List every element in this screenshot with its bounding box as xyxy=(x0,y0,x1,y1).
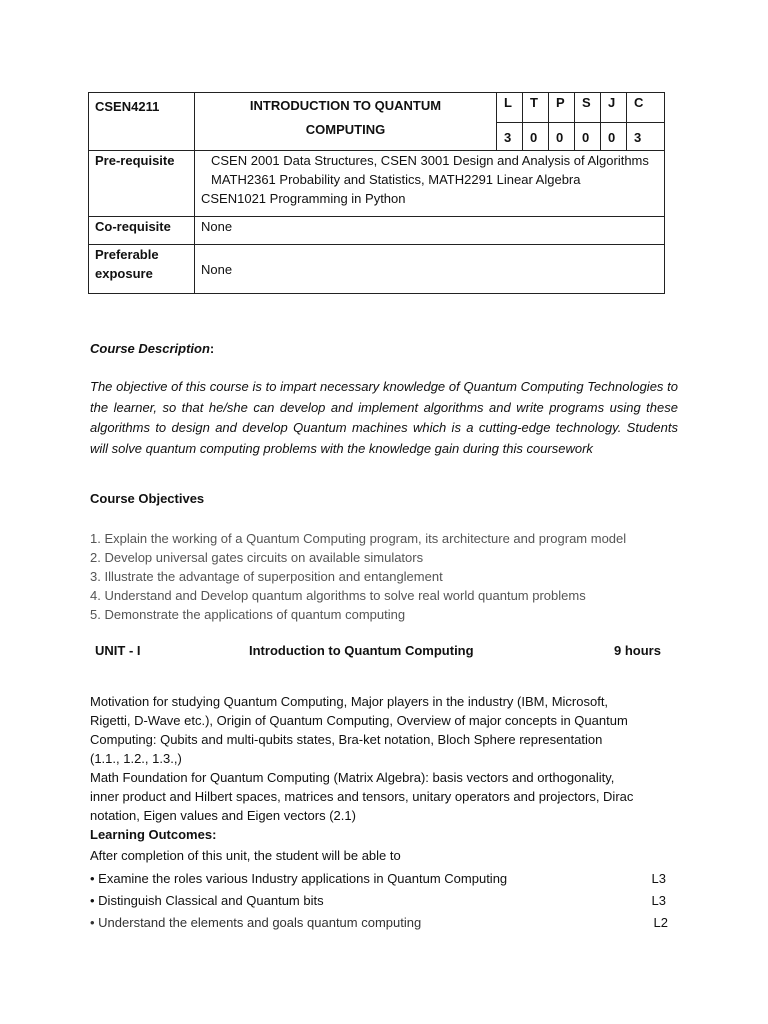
objective-item: 3. Illustrate the advantage of superposition and entanglement xyxy=(90,569,443,584)
course-description-text: The objective of this course is to impart necessary knowledge of Quantum Computing Technologies to the learner, so that he/she can develop and implement algorithms and write programs using these algorithms to design and develop Quantum machines which is a cutting-edge technology. Students will solve quantum computing problems with the knowledge gain during this coursework xyxy=(90,379,678,456)
prerequisite-value xyxy=(195,151,665,217)
ltpsjc-value-t: 0 xyxy=(523,123,549,151)
ltpsjc-header-t: T xyxy=(523,93,549,123)
unit-para1-line: Rigetti, D-Wave etc.), Origin of Quantum Computing, Overview of major concepts in Quantum xyxy=(90,713,628,728)
ltpsjc-value-p: 0 xyxy=(549,123,575,151)
objective-item: 2. Develop universal gates circuits on available simulators xyxy=(90,550,424,565)
prerequisite-line-1: CSEN 2001 Data Structures, CSEN 3001 Design and Analysis of Algorithms xyxy=(211,153,649,168)
preferable-label-line2: exposure xyxy=(95,266,153,281)
ltpsjc-header-s: S xyxy=(575,93,601,123)
outcome-level: L3 xyxy=(651,893,666,908)
unit-para1-line: (1.1., 1.2., 1.3.,) xyxy=(90,751,182,766)
unit-para1-line: Computing: Qubits and multi-qubits states, Bra-ket notation, Bloch Sphere representation xyxy=(90,732,603,747)
objective-item: 1. Explain the working of a Quantum Computing program, its architecture and program model xyxy=(90,531,627,546)
unit-para2-line: Math Foundation for Quantum Computing (Matrix Algebra): basis vectors and orthogonality, xyxy=(90,770,615,785)
ltpsjc-value-c: 3 xyxy=(627,123,665,151)
course-title-line2: COMPUTING xyxy=(305,122,386,137)
corequisite-label: Co-requisite xyxy=(89,217,195,245)
prerequisite-line-2: MATH2361 Probability and Statistics, MATH2291 Linear Algebra xyxy=(211,172,581,187)
ltpsjc-header-l: L xyxy=(497,93,523,123)
unit-title: Introduction to Quantum Computing xyxy=(249,643,474,658)
preferable-exposure-value: None xyxy=(195,245,665,294)
learning-outcome-row xyxy=(90,912,668,934)
outcome-text: • Examine the roles various Industry applications in Quantum Computing xyxy=(90,871,508,886)
ltpsjc-value-s: 0 xyxy=(575,123,601,151)
outcome-level: L2 xyxy=(653,915,668,930)
objective-item: 4. Understand and Develop quantum algorithms to solve real world quantum problems xyxy=(90,588,586,603)
unit-label: UNIT - I xyxy=(95,643,141,658)
course-title-line1: INTRODUCTION TO QUANTUM xyxy=(249,98,442,113)
unit-para2-line: inner product and Hilbert spaces, matrices and tensors, unitary operators and projectors, Dirac xyxy=(90,789,634,804)
unit-para2-line: notation, Eigen values and Eigen vectors (2.1) xyxy=(90,808,356,823)
ltpsjc-value-l: 3 xyxy=(497,123,523,151)
corequisite-value: None xyxy=(195,217,665,245)
outcome-text: • Understand the elements and goals quantum computing xyxy=(90,915,422,930)
ltpsjc-value-j: 0 xyxy=(601,123,627,151)
learning-outcome-row xyxy=(90,868,668,890)
unit-para1-line: Motivation for studying Quantum Computing, Major players in the industry (IBM, Microsoft, xyxy=(90,694,609,709)
course-objectives-list xyxy=(90,529,690,624)
course-description-heading-text: Course Description xyxy=(90,341,210,356)
prerequisite-line-3: CSEN1021 Programming in Python xyxy=(201,191,406,206)
course-objectives-heading: Course Objectives xyxy=(90,491,205,506)
ltpsjc-header-c: C xyxy=(627,93,665,123)
outcome-text: • Distinguish Classical and Quantum bits xyxy=(90,893,324,908)
learning-outcomes-list xyxy=(90,868,668,934)
preferable-label-line1: Preferable xyxy=(95,247,159,262)
unit-hours: 9 hours xyxy=(614,643,661,658)
learning-outcomes-heading: Learning Outcomes: xyxy=(90,827,217,842)
course-code: CSEN4211 xyxy=(89,93,195,151)
learning-outcome-row xyxy=(90,890,668,912)
course-header-table xyxy=(88,92,665,294)
ltpsjc-header-p: P xyxy=(549,93,575,123)
objective-item: 5. Demonstrate the applications of quantum computing xyxy=(90,607,406,622)
course-description-heading xyxy=(90,341,214,356)
unit-content xyxy=(90,692,710,865)
course-title xyxy=(195,93,497,151)
outcome-level: L3 xyxy=(651,871,666,886)
preferable-exposure-label xyxy=(89,245,195,294)
course-description-colon: : xyxy=(209,341,215,356)
ltpsjc-header-j: J xyxy=(601,93,627,123)
prerequisite-label: Pre-requisite xyxy=(89,151,195,217)
learning-outcomes-intro: After completion of this unit, the student will be able to xyxy=(90,848,401,863)
